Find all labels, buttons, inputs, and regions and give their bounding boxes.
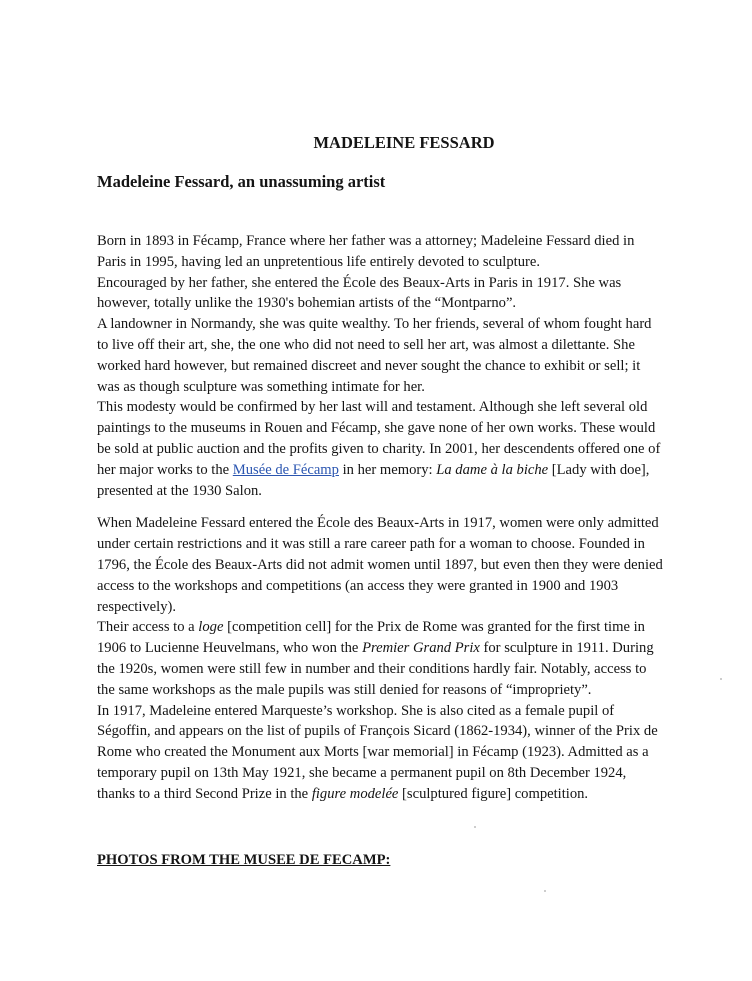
text-line: Paris in 1995, having led an unpretentious life entirely devoted to sculpture. [97,253,540,270]
text-line: Ségoffin, and appears on the list of pupils of François Sicard (1862-1934), winner of the Prix de [97,723,658,740]
text-line: paintings to the museums in Rouen and Fécamp, she gave none of her own works. These would [97,420,656,437]
text-segment: [sculptured figure] competition. [398,785,589,802]
document-body [97,231,717,805]
text-line: temporary pupil on 13th May 1921, she became a permanent pupil on 8th December 1924, [97,764,627,781]
text-line [97,638,717,659]
paragraph-beaux-arts [97,513,717,804]
text-segment: in her memory: [338,461,437,478]
text-line: This modesty would be confirmed by her last will and testament. Although she left several old [97,399,648,416]
text-line: worked hard however, but remained discreet and never sought the chance to exhibit or sell; it [97,357,641,374]
text-line: was as though sculpture was something intimate for her. [97,378,425,395]
italic-term: figure modelée [311,785,399,802]
document-title: MADELEINE FESSARD [313,133,495,152]
text-line: the 1920s, women were still few in number and their conditions hardly fair. Notably, access to [97,660,647,677]
paragraph-biography [97,231,717,501]
text-segment: [competition cell] for the Prix de Rome was granted for the first time in [223,619,645,636]
scan-speck [474,826,476,828]
text-line: Rome who created the Monument aux Morts [war memorial] in Fécamp (1923). Admitted as a [97,744,649,761]
italic-term: loge [198,619,224,636]
text-segment: Their access to a [97,619,199,636]
text-segment: thanks to a third Second Prize in the [97,785,312,802]
scan-speck [720,678,722,680]
scan-speck [544,890,546,892]
text-line: presented at the 1930 Salon. [97,482,262,499]
text-line [97,617,717,638]
text-line: When Madeleine Fessard entered the École des Beaux-Arts in 1917, women were only admitted [97,515,659,532]
text-segment: her major works to the [97,461,233,478]
text-line: under certain restrictions and it was still a rare career path for a woman to choose. Founded in [97,536,645,553]
text-line: the same workshops as the male pupils was still denied for reasons of “impropriety”. [97,681,592,698]
text-line: In 1917, Madeleine entered Marqueste’s workshop. She is also cited as a female pupil of [97,702,615,719]
text-line: 1796, the École des Beaux-Arts did not admit women until 1897, but even then they were denied [97,556,663,573]
text-segment: [Lady with doe], [548,461,650,478]
text-line: Born in 1893 in Fécamp, France where her father was a attorney; Madeleine Fessard died in [97,233,635,249]
text-line: however, totally unlike the 1930's bohemian artists of the “Montparno”. [97,295,517,312]
text-line: A landowner in Normandy, she was quite wealthy. To her friends, several of whom fought hard [97,316,652,333]
text-line [97,784,717,805]
text-line: be sold at public auction and the profits given to charity. In 2001, her descendents offered one of [97,440,661,457]
italic-term: Premier Grand Prix [362,640,480,657]
photos-heading: PHOTOS FROM THE MUSEE DE FECAMP: [97,852,391,868]
text-segment: 1906 to Lucienne Heuvelmans, who won the [97,640,363,657]
document-subtitle: Madeleine Fessard, an unassuming artist [97,172,386,191]
text-line: respectively). [97,598,177,615]
text-line-with-link [97,460,717,481]
artwork-title: La dame à la biche [436,461,549,478]
text-segment: for sculpture in 1911. During [479,640,654,657]
musee-de-fecamp-link[interactable]: Musée de Fécamp [232,461,339,478]
text-line: Encouraged by her father, she entered the École des Beaux-Arts in Paris in 1917. She was [97,274,622,291]
text-line: access to the workshops and competitions (an access they were granted in 1900 and 1903 [97,577,619,594]
text-line: to live off their art, she, the one who did not need to sell her art, was almost a dilettante. She [97,336,635,353]
